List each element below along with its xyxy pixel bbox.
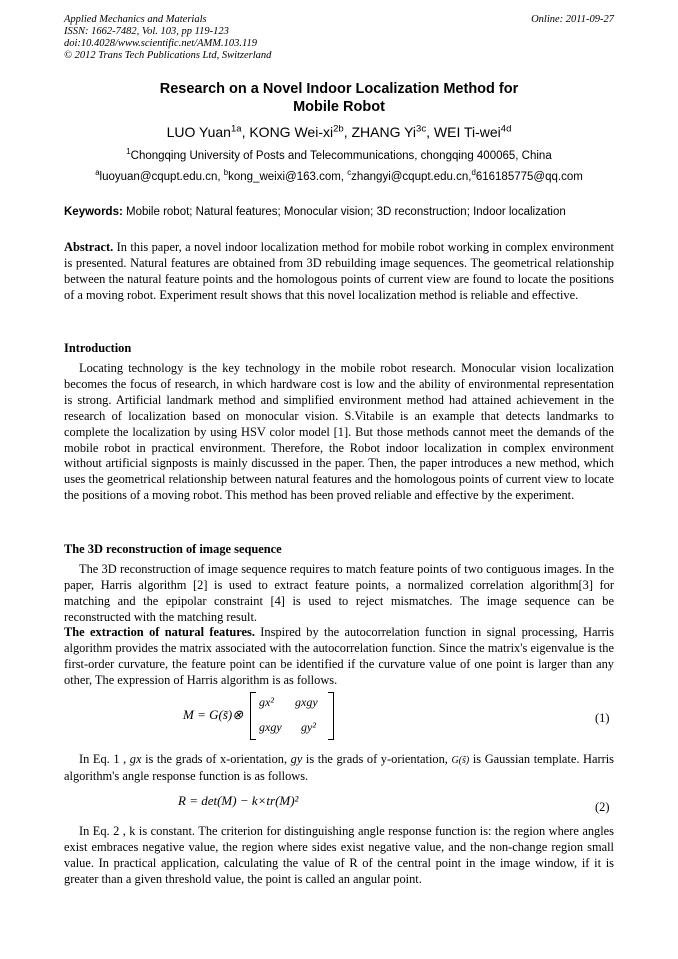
email-list <box>64 168 614 183</box>
equation-1-lhs: M = G(s̃)⊗ <box>183 707 244 722</box>
matrix-cell: gy² <box>301 720 316 734</box>
matrix-cell: gxgy <box>259 720 282 734</box>
equation-2-number: (2) <box>595 800 610 814</box>
paper-title <box>64 80 614 116</box>
title-line-1: Research on a Novel Indoor Localization Method for <box>159 81 519 97</box>
copyright-line: © 2012 Trans Tech Publications Ltd, Switzerland <box>64 50 272 61</box>
journal-name: Applied Mechanics and Materials <box>64 14 207 25</box>
affiliation <box>64 147 614 162</box>
author-sep: , <box>343 124 352 140</box>
email-sup: b <box>223 168 229 178</box>
eq2-explanation: In Eq. 2 , k is constant. The criterion for distinguishing angle response function is: the region where angles exist embraces negative value, the region where sides exist negative value, and the non-change region small value. In practical application, calculating the value of R of the central point in the image window, if it is greater than a given threshold value, the point is called an angular point. <box>64 824 614 886</box>
section2-paragraph-2 <box>64 625 614 689</box>
affiliation-text: Chongqing University of Posts and Telecommunications, chongqing 400065, China <box>130 150 552 162</box>
abstract <box>64 240 614 304</box>
author-name: LUO Yuan <box>166 124 231 140</box>
abstract-label: Abstract. <box>64 240 114 254</box>
author-list <box>64 124 614 140</box>
matrix-cell: gxgy <box>295 695 318 709</box>
intro-paragraph: Locating technology is the key technology in the mobile robot research. Monocular vision localization becomes the focus of research, in which hardware cost is low and the ability of environmental representation is strong. Artificial landmark method and simplified environment method had attained achievement in the research of localization based on monocular vision. S.Vitabile is an example that detects landmarks to complete the localization by using HSV color model [1]. But those methods cannot meet the demands of the mobile robot in practical environment. Therefore, the Robot indoor localization in complex environment without artificial signposts is mainly discussed in the paper. Then, the paper introduces a new method, which uses the geometrical relationship between natural features and the homologous points of current view to locate the positions of a moving robot. This method has been proved reliable and effective by the experiment. <box>64 361 614 503</box>
equation-1-matrix <box>250 692 334 740</box>
email-link[interactable]: kong_weixi@163.com, <box>228 171 348 183</box>
author-sep: , <box>426 124 434 140</box>
abstract-text: In this paper, a novel indoor localization method for mobile robot working in complex environment is presented. Natural features are obtained from 3D rebuilding image sequences. The geometrical relationship between the natural feature points and the homologous points of current view are found to locate the positions of a moving robot. Experiment result shows that this novel localization method is reliable and effective. <box>64 240 614 302</box>
gx-symbol: gx <box>129 752 142 766</box>
section2-paragraph-1: The 3D reconstruction of image sequence requires to match feature points of two contiguous images. In the paper, Harris algorithm [2] is used to extract feature points, a normalized correlation algorithm[3] for matching and the epipolar constraint [4] is used to reject mismatches. The image sequence can be reconstructed with the matching result. <box>64 562 614 624</box>
author-sup: 1a <box>230 123 242 135</box>
email-sup: d <box>471 168 476 178</box>
keywords-text: Mobile robot; Natural features; Monocular vision; 3D reconstruction; Indoor localization <box>126 206 566 218</box>
email-link[interactable]: 616185775@qq.com <box>475 171 583 183</box>
email-sup: a <box>95 168 100 178</box>
email-sup: c <box>347 168 352 178</box>
author-sep: , <box>241 124 250 140</box>
author-name: ZHANG Yi <box>351 124 417 140</box>
eq1-text-2: is the grads of x-orientation, <box>141 752 291 766</box>
matrix-cell: gx² <box>259 695 274 709</box>
eq1-explanation <box>64 752 614 785</box>
keywords <box>64 206 614 218</box>
subsection-label: The extraction of natural features. <box>64 625 255 639</box>
author-sup: 2b <box>333 123 344 135</box>
author-sup: 3c <box>416 123 427 135</box>
journal-header <box>64 14 614 62</box>
email-link[interactable]: zhangyi@cqupt.edu.cn, <box>351 171 472 183</box>
author-sup: 4d <box>500 123 512 135</box>
title-line-2: Mobile Robot <box>293 99 385 115</box>
online-date: Online: 2011-09-27 <box>531 14 614 25</box>
author-name: KONG Wei-xi <box>249 124 334 140</box>
equation-1-number: (1) <box>595 711 610 725</box>
gy-symbol: gy <box>290 752 303 766</box>
author-name: WEI Ti-wei <box>433 124 501 140</box>
eq1-text-1: In Eq. 1 , <box>79 752 130 766</box>
doi-line: doi:10.4028/www.scientific.net/AMM.103.119 <box>64 38 257 49</box>
keywords-label: Keywords: <box>64 206 123 218</box>
subsection-text: Inspired by the autocorrelation function in signal processing, Harris algorithm provides the matrix associated with the autocorrelation function. Since the matrix's eigenvalue is the first-order curvature, the feature point can be identified if the curvature value of one point is larger than any other, The expression of Harris algorithm is as follows. <box>64 625 614 687</box>
eq1-text-3: is the grads of y-orientation, <box>302 752 452 766</box>
section-heading-3d-reconstruction: The 3D reconstruction of image sequence <box>64 542 282 556</box>
email-link[interactable]: luoyuan@cqupt.edu.cn, <box>99 171 224 183</box>
section-heading-introduction: Introduction <box>64 341 132 355</box>
eq1-text-4: is Gaussian template. Harris algorithm's angle response function is as follows. <box>64 752 614 783</box>
affiliation-sup: 1 <box>126 147 131 157</box>
equation-2: R = det(M) − k×tr(M)² <box>178 793 299 808</box>
issn-line: ISSN: 1662-7482, Vol. 103, pp 119-123 <box>64 26 229 37</box>
gaussian-symbol: G(s̃) <box>451 755 470 766</box>
